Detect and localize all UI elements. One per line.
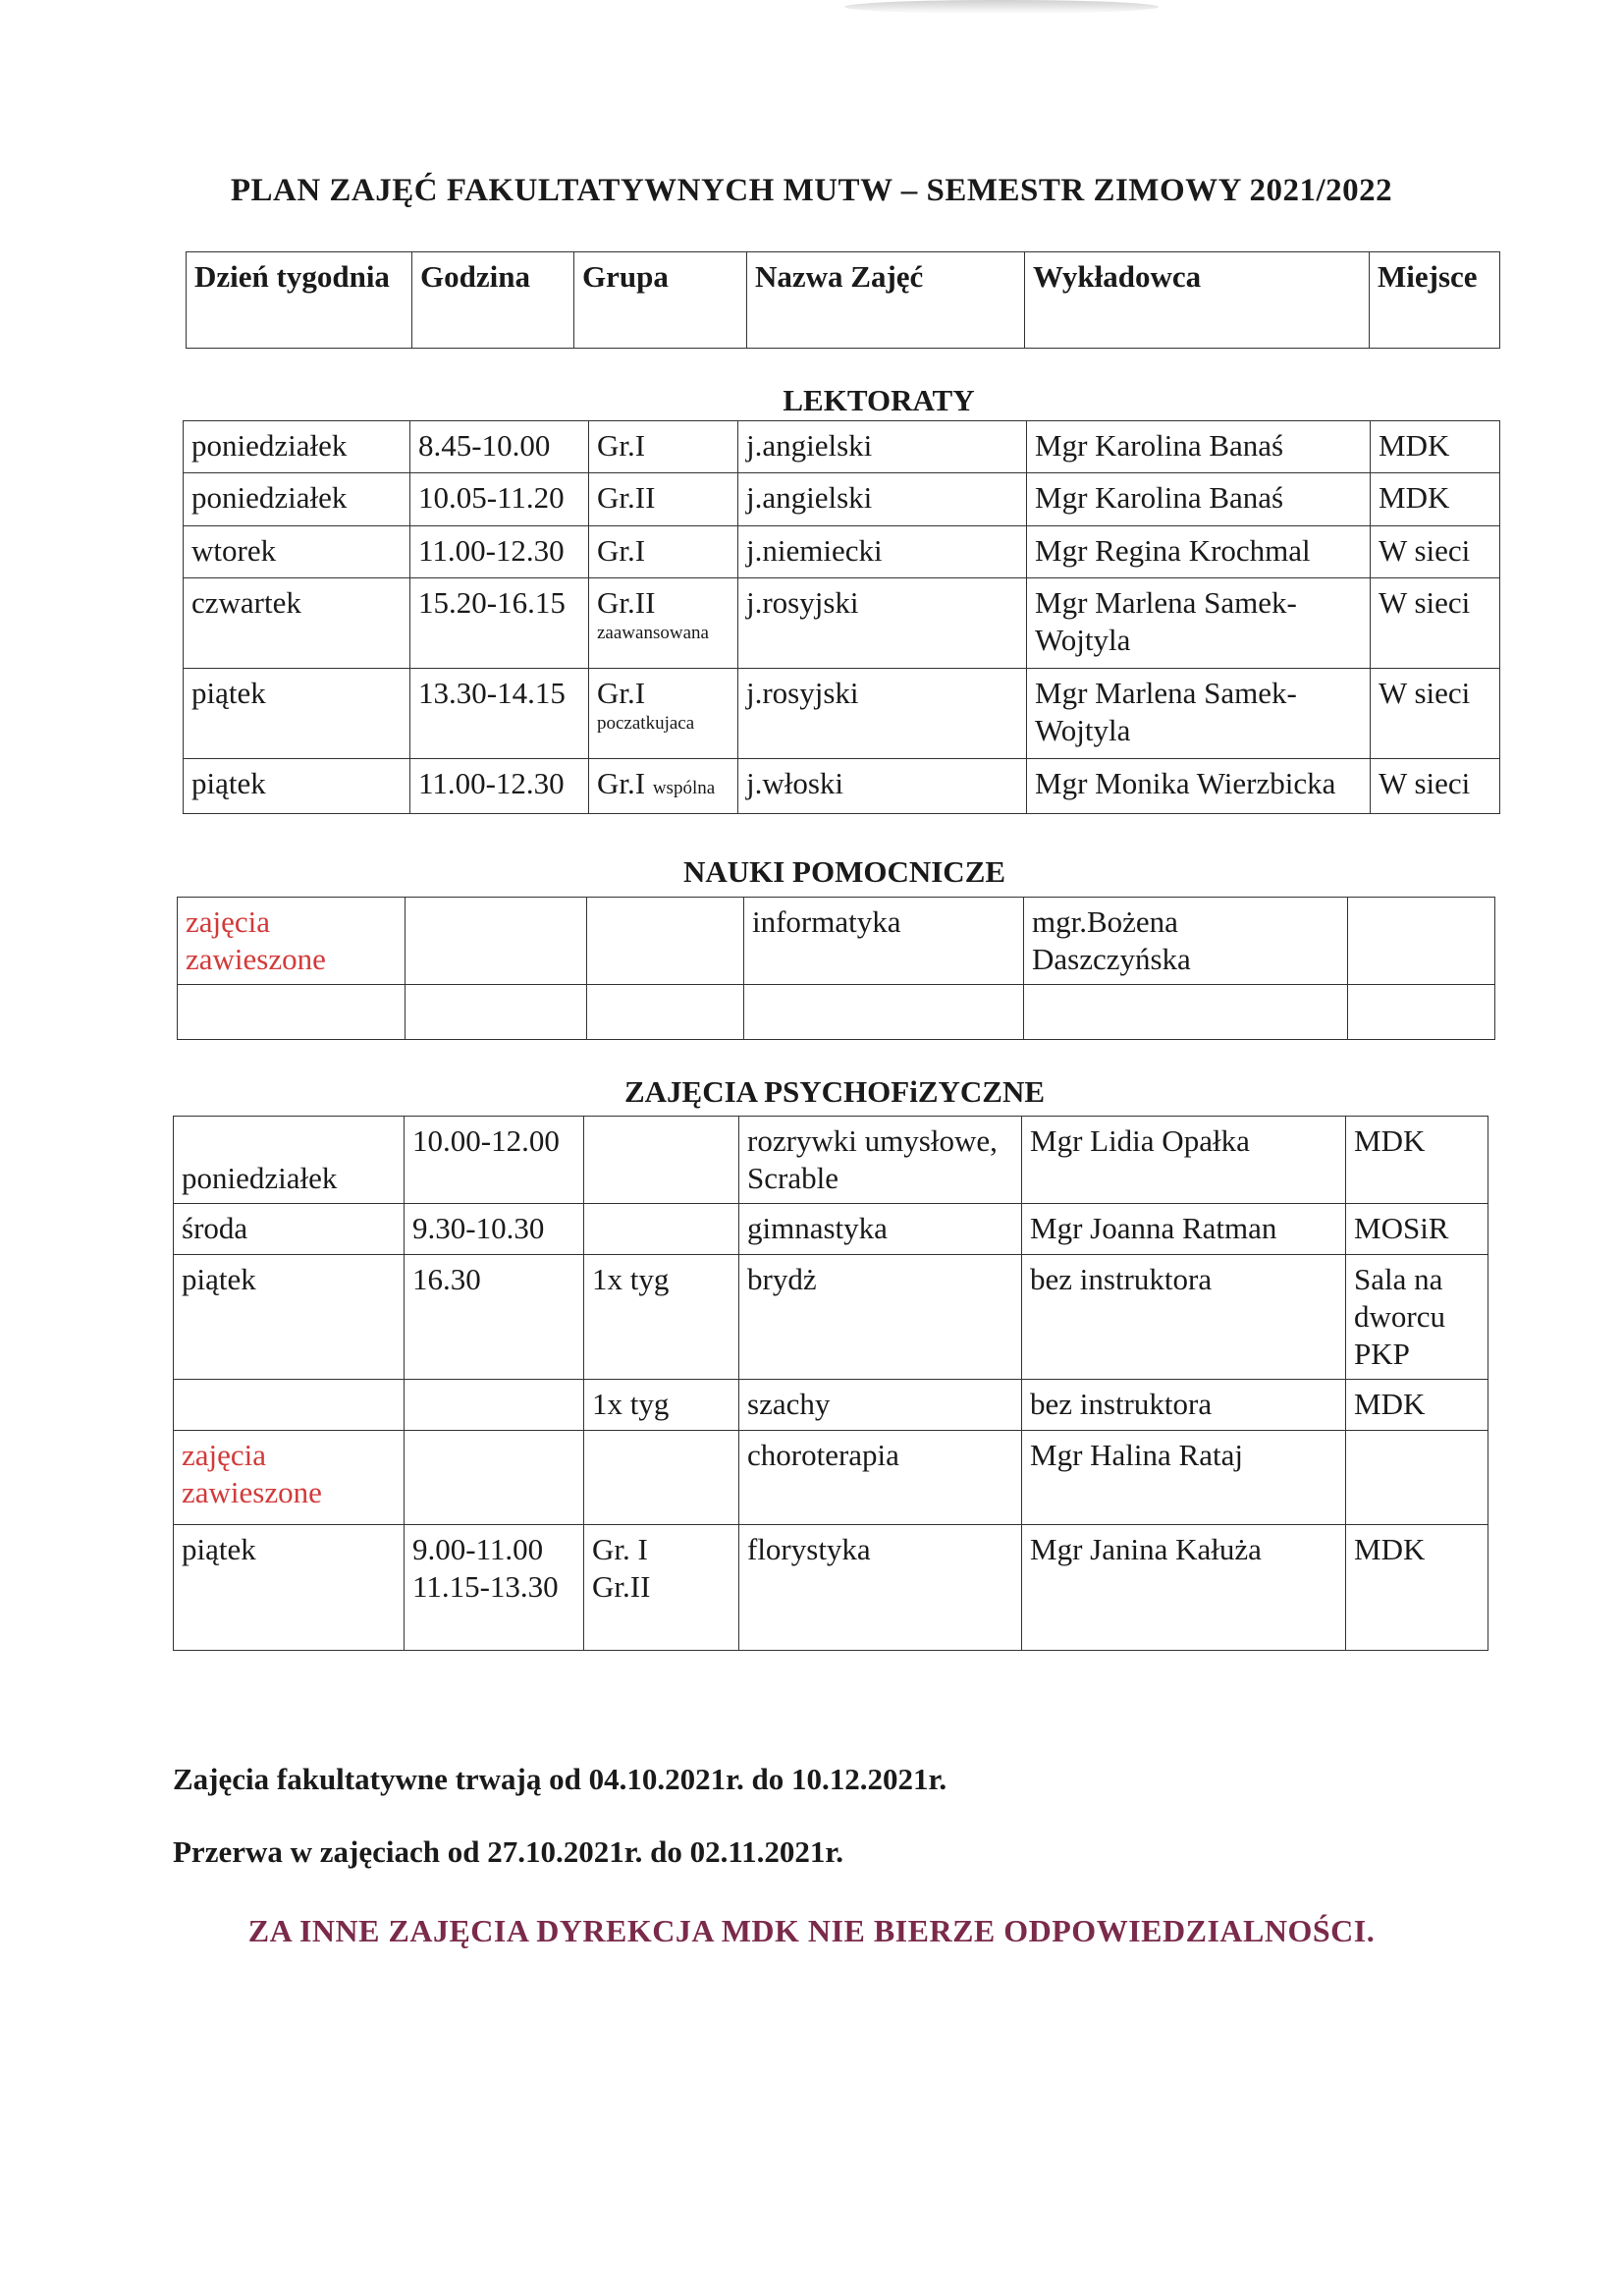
cell-place: MDK bbox=[1371, 421, 1500, 473]
footer-dates: Zajęcia fakultatywne trwają od 04.10.2021r. do 10.12.2021r. bbox=[173, 1762, 947, 1796]
cell-group bbox=[587, 898, 744, 985]
cell-hour bbox=[405, 1431, 584, 1525]
cell-group bbox=[589, 526, 738, 578]
cell-name: florystyka bbox=[739, 1525, 1022, 1651]
cell-group bbox=[589, 759, 738, 814]
cell-place bbox=[1348, 898, 1495, 985]
cell-lecturer: Mgr Karolina Banaś bbox=[1027, 421, 1371, 473]
cell-lecturer: Mgr Lidia Opałka bbox=[1022, 1117, 1346, 1204]
cell-group bbox=[589, 473, 738, 526]
cell-hour: 10.00-12.00 bbox=[405, 1117, 584, 1204]
table-row bbox=[178, 985, 1495, 1040]
cell-group: 1x tyg bbox=[584, 1255, 739, 1380]
footer-break: Przerwa w zajęciach od 27.10.2021r. do 02.11.2021r. bbox=[173, 1834, 844, 1869]
cell-group bbox=[584, 1117, 739, 1204]
table-row bbox=[184, 473, 1500, 526]
table-row bbox=[178, 898, 1495, 985]
nauki-table bbox=[177, 897, 1495, 1040]
cell-name: j.angielski bbox=[738, 473, 1027, 526]
cell-place: MDK bbox=[1371, 473, 1500, 526]
section-psycho: ZAJĘCIA PSYCHOFiZYCZNE bbox=[623, 1074, 1046, 1109]
cell-place: MDK bbox=[1346, 1525, 1488, 1651]
group-label: Gr.I bbox=[597, 766, 646, 800]
cell-hour: 11.00-12.30 bbox=[410, 759, 589, 814]
cell-day: poniedziałek bbox=[184, 473, 410, 526]
cell-day bbox=[178, 985, 406, 1040]
cell-day-suspended: zajęcia zawieszone bbox=[174, 1431, 405, 1525]
group-label: Gr.II bbox=[597, 480, 656, 515]
cell-group bbox=[589, 669, 738, 759]
cell-lecturer: mgr.Bożena Daszczyńska bbox=[1024, 898, 1348, 985]
group-note: zaawansowana bbox=[597, 623, 709, 643]
cell-place: W sieci bbox=[1371, 526, 1500, 578]
cell-lecturer bbox=[1024, 985, 1348, 1040]
cell-hour: 15.20-16.15 bbox=[410, 578, 589, 669]
cell-group bbox=[584, 1204, 739, 1255]
header-day: Dzień tygodnia bbox=[187, 252, 412, 349]
cell-hour bbox=[405, 1525, 584, 1651]
table-row bbox=[174, 1380, 1488, 1431]
cell-lecturer: Mgr Monika Wierzbicka bbox=[1027, 759, 1371, 814]
cell-group bbox=[584, 1431, 739, 1525]
cell-day: poniedziałek bbox=[174, 1117, 405, 1204]
table-row bbox=[184, 669, 1500, 759]
cell-place bbox=[1346, 1431, 1488, 1525]
group-label: Gr.I bbox=[597, 428, 646, 463]
cell-day: piątek bbox=[174, 1255, 405, 1380]
table-row bbox=[184, 526, 1500, 578]
cell-hour: 13.30-14.15 bbox=[410, 669, 589, 759]
table-row bbox=[184, 421, 1500, 473]
cell-name: gimnastyka bbox=[739, 1204, 1022, 1255]
section-lektoraty: LEKTORATY bbox=[783, 383, 975, 417]
table-row bbox=[184, 578, 1500, 669]
table-row bbox=[184, 759, 1500, 814]
cell-name: j.angielski bbox=[738, 421, 1027, 473]
cell-name: szachy bbox=[739, 1380, 1022, 1431]
cell-place: MOSiR bbox=[1346, 1204, 1488, 1255]
cell-name: choroterapia bbox=[739, 1431, 1022, 1525]
group-note: wspólna bbox=[652, 778, 716, 798]
cell-hour: 11.00-12.30 bbox=[410, 526, 589, 578]
cell-place: MDK bbox=[1346, 1117, 1488, 1204]
cell-hour: 8.45-10.00 bbox=[410, 421, 589, 473]
cell-lecturer: Mgr Marlena Samek-Wojtyla bbox=[1027, 578, 1371, 669]
cell-group bbox=[589, 578, 738, 669]
cell-hour bbox=[405, 1380, 584, 1431]
group-line: Gr. I bbox=[592, 1532, 648, 1566]
lektoraty-table bbox=[183, 420, 1500, 814]
header-lecturer: Wykładowca bbox=[1025, 252, 1370, 349]
cell-lecturer: Mgr Halina Rataj bbox=[1022, 1431, 1346, 1525]
cell-day: czwartek bbox=[184, 578, 410, 669]
table-row bbox=[174, 1525, 1488, 1651]
cell-place: W sieci bbox=[1371, 759, 1500, 814]
cell-hour: 16.30 bbox=[405, 1255, 584, 1380]
header-table bbox=[186, 251, 1500, 349]
group-label: Gr.II bbox=[597, 585, 656, 620]
cell-name: j.rosyjski bbox=[738, 669, 1027, 759]
cell-lecturer: bez instruktora bbox=[1022, 1380, 1346, 1431]
cell-name: j.niemiecki bbox=[738, 526, 1027, 578]
hour-line: 11.15-13.30 bbox=[412, 1569, 559, 1604]
cell-place: W sieci bbox=[1371, 578, 1500, 669]
group-line: Gr.II bbox=[592, 1569, 651, 1604]
cell-day-suspended: zajęcia zawieszone bbox=[178, 898, 406, 985]
cell-day bbox=[174, 1380, 405, 1431]
header-group: Grupa bbox=[574, 252, 747, 349]
cell-hour bbox=[406, 985, 587, 1040]
cell-name: informatyka bbox=[744, 898, 1024, 985]
cell-name: j.włoski bbox=[738, 759, 1027, 814]
cell-lecturer: Mgr Regina Krochmal bbox=[1027, 526, 1371, 578]
header-hour: Godzina bbox=[412, 252, 574, 349]
table-row bbox=[174, 1204, 1488, 1255]
hour-line: 9.00-11.00 bbox=[412, 1532, 544, 1566]
cell-group bbox=[587, 985, 744, 1040]
cell-day: wtorek bbox=[184, 526, 410, 578]
psycho-table bbox=[173, 1116, 1488, 1651]
cell-lecturer: Mgr Marlena Samek-Wojtyla bbox=[1027, 669, 1371, 759]
cell-day: piątek bbox=[184, 669, 410, 759]
cell-day: środa bbox=[174, 1204, 405, 1255]
cell-group: 1x tyg bbox=[584, 1380, 739, 1431]
scan-edge-shadow bbox=[844, 0, 1159, 14]
cell-lecturer: Mgr Janina Kałuża bbox=[1022, 1525, 1346, 1651]
cell-hour: 10.05-11.20 bbox=[410, 473, 589, 526]
cell-day: poniedziałek bbox=[184, 421, 410, 473]
cell-lecturer: Mgr Joanna Ratman bbox=[1022, 1204, 1346, 1255]
cell-hour: 9.30-10.30 bbox=[405, 1204, 584, 1255]
cell-lecturer: bez instruktora bbox=[1022, 1255, 1346, 1380]
cell-place: W sieci bbox=[1371, 669, 1500, 759]
group-label: Gr.I bbox=[597, 533, 646, 568]
header-row bbox=[187, 252, 1500, 349]
cell-name: brydż bbox=[739, 1255, 1022, 1380]
table-row bbox=[174, 1431, 1488, 1525]
cell-group bbox=[589, 421, 738, 473]
table-row bbox=[174, 1117, 1488, 1204]
header-name: Nazwa Zajęć bbox=[747, 252, 1025, 349]
cell-lecturer: Mgr Karolina Banaś bbox=[1027, 473, 1371, 526]
footer-disclaimer: ZA INNE ZAJĘCIA DYREKCJA MDK NIE BIERZE ODPOWIEDZIALNOŚCI. bbox=[247, 1913, 1376, 1948]
cell-place: MDK bbox=[1346, 1380, 1488, 1431]
cell-name: j.rosyjski bbox=[738, 578, 1027, 669]
cell-hour bbox=[406, 898, 587, 985]
cell-place: Sala na dworcu PKP bbox=[1346, 1255, 1488, 1380]
cell-name: rozrywki umysłowe, Scrable bbox=[739, 1117, 1022, 1204]
section-nauki: NAUKI POMOCNICZE bbox=[682, 854, 1006, 889]
cell-group bbox=[584, 1525, 739, 1651]
page-title: PLAN ZAJĘĆ FAKULTATYWNYCH MUTW – SEMESTR ZIMOWY 2021/2022 bbox=[230, 173, 1393, 208]
cell-day: piątek bbox=[174, 1525, 405, 1651]
header-place: Miejsce bbox=[1370, 252, 1500, 349]
cell-name bbox=[744, 985, 1024, 1040]
group-label: Gr.I bbox=[597, 676, 646, 710]
cell-day: piątek bbox=[184, 759, 410, 814]
cell-place bbox=[1348, 985, 1495, 1040]
table-row bbox=[174, 1255, 1488, 1380]
group-note: poczatkujaca bbox=[597, 713, 695, 734]
